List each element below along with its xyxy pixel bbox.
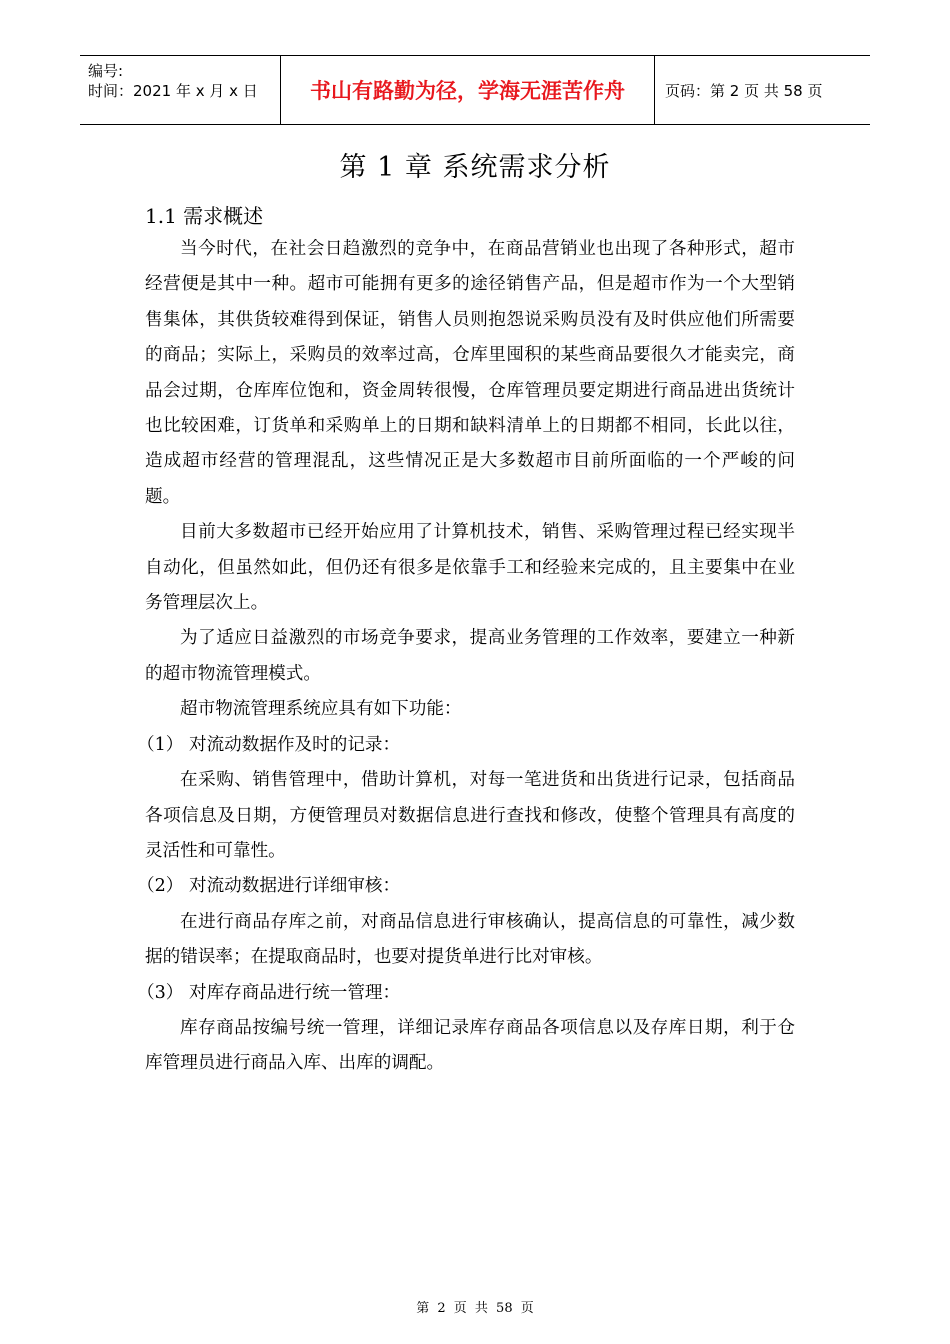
paragraph: 超市物流管理系统应具有如下功能： — [180, 699, 462, 720]
paragraph: 在进行商品存库之前，对商品信息进行审核确认，提高信息的可靠性，减少数据的错误率；在提取商品时，也要对提货单进行比对审核。 — [145, 911, 795, 968]
document-number-label: 编号: — [88, 62, 124, 80]
paragraph: 为了适应日益激烈的市场竞争要求，提高业务管理的工作效率，要建立一种新的超市物流管理模式。 — [145, 628, 795, 684]
page-footer: 第 2 页 共 58 页 — [416, 1301, 534, 1316]
list-item-heading: （2） 对流动数据进行详细审核： — [137, 876, 401, 897]
header-meta-cell — [80, 56, 281, 124]
chapter-title: 第 1 章 系统需求分析 — [339, 152, 611, 183]
document-body — [137, 232, 795, 1082]
paragraph: 库存商品按编号统一管理，详细记录库存商品各项信息以及存库日期，利于仓库管理员进行商品入库、出库的调配。 — [145, 1017, 795, 1074]
section-title: 1.1 需求概述 — [145, 204, 264, 228]
header-page-info: 页码：第 2 页 共 58 页 — [665, 81, 823, 100]
document-date: 时间：2021 年 x 月 x 日 — [88, 82, 258, 100]
paragraph: 目前大多数超市已经开始应用了计算机技术，销售、采购管理过程已经实现半自动化，但虽然如此，但仍还有很多是依靠手工和经验来完成的，且主要集中在业务管理层次上。 — [145, 522, 795, 614]
list-item-heading: （3） 对库存商品进行统一管理： — [137, 982, 401, 1003]
paragraph: 当今时代，在社会日趋激烈的竞争中，在商品营销业也出现了各种形式，超市经营便是其中一种。超市可能拥有更多的途径销售产品，但是超市作为一个大型销售集体，其供货较难得到保证，销售人员则抱怨说采购员没有及时供应他们所需要的商品；实际上，采购员的效率过高，仓库里囤积的某些商品要很久才能卖完，商品会过期，仓库库位饱和，资金周转很慢，仓库管理员要定期进行商品进出货统计也比较困难，订货单和采购单上的日期和缺料清单上的日期都不相同，长此以往，造成超市经营的管理混乱，这些情况正是大多数超市目前所面临的一个严峻的问题。 — [145, 239, 795, 507]
header-motto: 书山有路勤为径，学海无涯苦作舟 — [281, 56, 655, 124]
paragraph: 在采购、销售管理中，借助计算机，对每一笔进货和出货进行记录，包括商品各项信息及日期，方便管理员对数据信息进行查找和修改，使整个管理具有高度的灵活性和可靠性。 — [145, 770, 795, 861]
header-table — [80, 55, 870, 125]
list-item-heading: （1） 对流动数据作及时的记录： — [137, 734, 401, 755]
